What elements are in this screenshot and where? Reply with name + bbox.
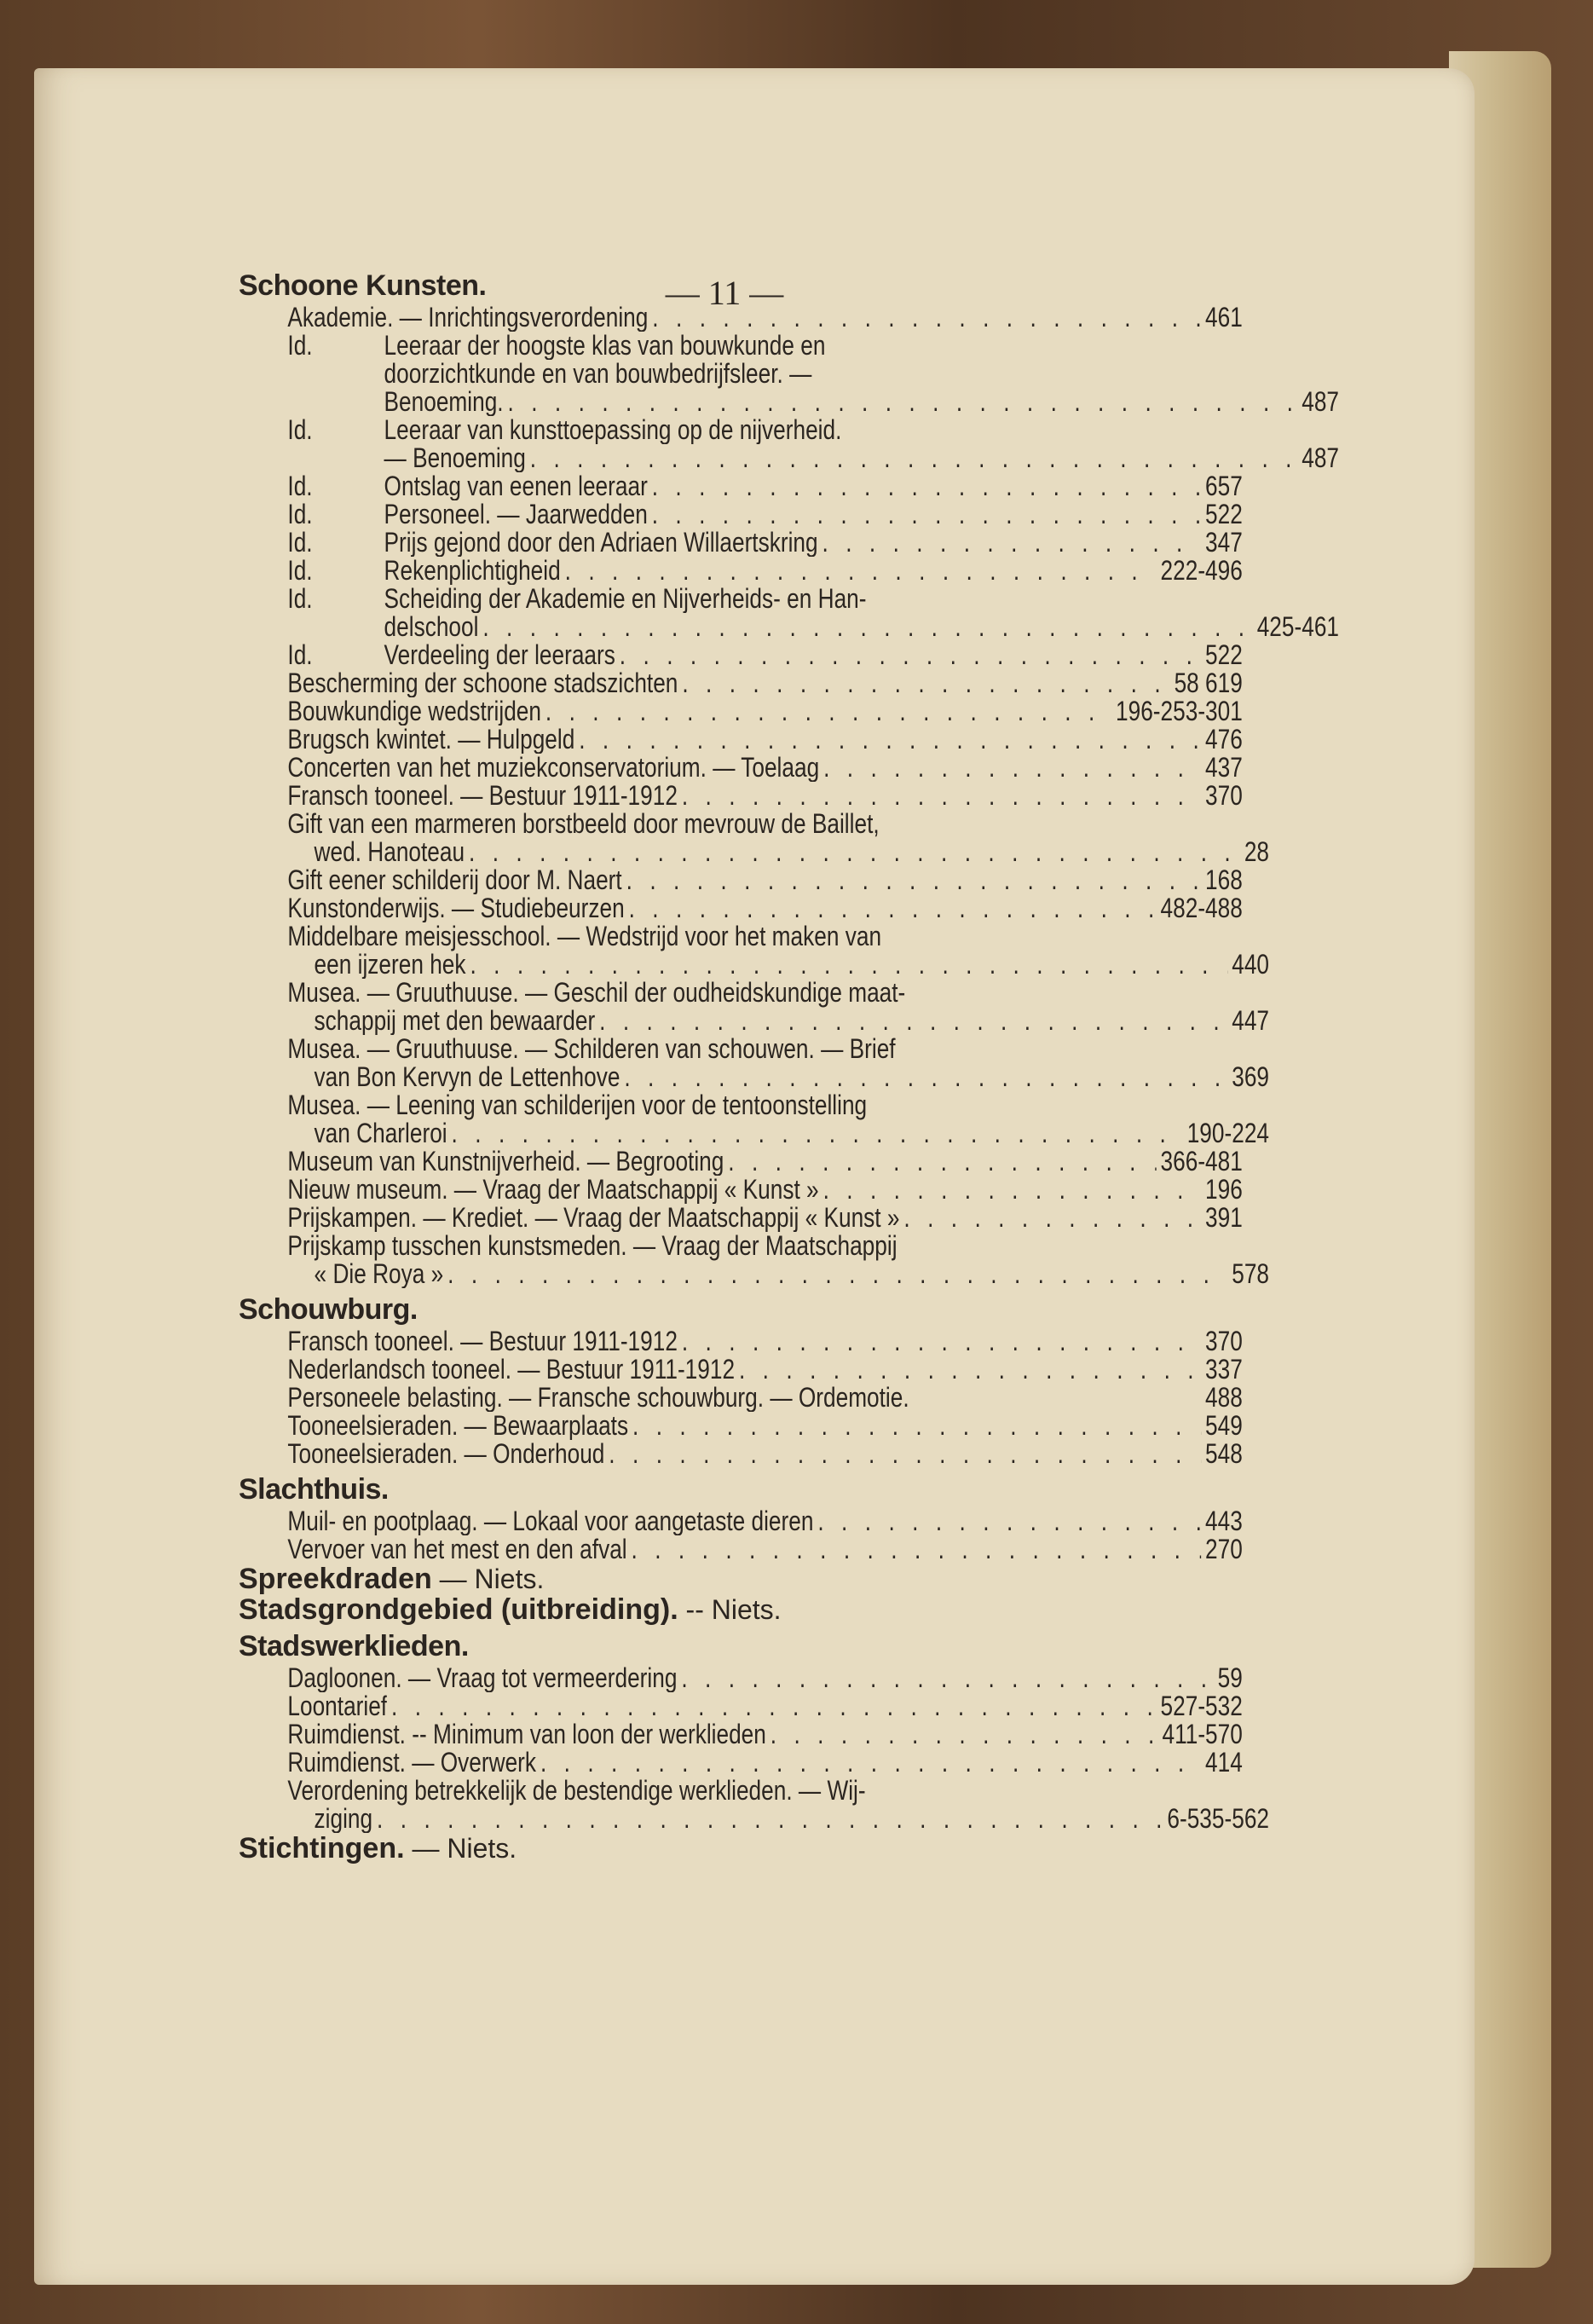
section-spreekdraden: Spreekdraden — Niets.	[239, 1563, 545, 1595]
section-heading-stadsgrondgebied: Stadsgrondgebied (uitbreiding).	[239, 1593, 678, 1626]
index-entry: Id. Prijs gejond door den Adriaen Willaertskring . . . 347	[239, 529, 1243, 557]
section-heading-stichtingen: Stichtingen.	[239, 1832, 405, 1864]
index-entry: Musea. — Gruuthuuse. — Schilderen van schouwen. — Brief	[287, 1033, 896, 1064]
index-entry: Nederlandsch tooneel. — Bestuur 1911-1912 . . . 337	[239, 1356, 1243, 1384]
page-ref: 522	[1205, 639, 1243, 670]
index-entry: Fransch tooneel. — Bestuur 1911-1912 . . . 370	[239, 782, 1243, 810]
index-entry: Concerten van het muziekconservatorium. — Toelaag . . . 437	[239, 754, 1243, 782]
section-heading-stadswerklieden: Stadswerklieden.	[239, 1630, 469, 1662]
index-entry: Bescherming der schoone stadszichten . . . 58 619	[239, 669, 1243, 697]
page-ref: 190-224	[1186, 1118, 1270, 1148]
page-ref: 522	[1205, 499, 1243, 529]
page-ref: 168	[1205, 864, 1243, 895]
index-entry: Musea. — Gruuthuuse. — Geschil der oudheidskundige maat-	[287, 977, 906, 1008]
page-ref: 270	[1205, 1534, 1243, 1564]
page-ref: 411-570	[1162, 1719, 1243, 1749]
page-ref: 28	[1244, 836, 1270, 867]
page-ref: 443	[1205, 1506, 1243, 1536]
index-entry: Ruimdienst. — Overwerk . . . 414	[239, 1749, 1243, 1777]
page-ref: 425-461	[1256, 611, 1340, 642]
index-content: Schoone Kunsten. Akademie. — Inrichtingsverordening . . . 461 Id. Leeraar der hoogste klas van bouwkunde en doorzichtkunde en van bouwbedrijfsleer. — Benoeming. . . . 487 Id. Leeraar van kunsttoepassing op de nijverheid. — Benoeming . . . 487 Id. Ontslag van eenen leeraar . . . 657 Id. Personeel. — Jaarwedden . . . 522 Id. Prijs gejond door den Adriaen Willaertskring . . . 347 Id. Rekenplichtigheid . . . 222-496 Id. Scheiding der Akademie en Nijverheids- en Han- delschool . . . 425-461 Id. Verdeeling der leeraars . . . 522 Bescherming der schoone stadszichten . . . 58 619 Bouwkundige wedstrijden . . . 196-253-301 Brugsch kwintet. — Hulpgeld . . . 476 Concerten van het muziekconservatorium. — Toelaag . . . 437 Fransch tooneel. — Bestuur 1911-1912 . . . 370 Gift van een marmeren borstbeeld door mevrouw de Baillet, wed. Hanoteau . . . 28 Gift eener schilderij door M. Naert . . . 168 Kunstonderwijs. — Studiebeurzen . . . 482-488 Middelbare meisjesschool. — Wedstrijd voor het maken van een ijzeren hek . . . 440 Musea. — Gruuthuuse. — Geschil der oudheidskundige maat- schappij met den bewaarder . . . 447 Musea. — Gruuthuuse. — Schilderen van schouwen. — Brief van Bon Kervyn de Lettenhove . . . 369 Musea. — Leening van schilderijen voor de tentoonstelling van Charleroi . . . 190-224 Museum van Kunstnijverheid. — Begrooting . . . 366-481 Nieuw museum. — Vraag der Maatschappij « Kunst » . . . 196 Prijskampen. — Krediet. — Vraag der Maatschappij « Kunst » . . . 391 Prijskamp tusschen kunstsmeden. — Vraag der Maatschappij « Die Roya » . . . 578 Schouwburg. Fransch tooneel. — Bestuur 1911-1912 . . . 370 Nederlandsch tooneel. — Bestuur 1911-1912 . . . 337 Personeele belasting. — Fransche schouwburg. — Ordemotie. 488 Tooneelsieraden. — Bewaarplaats . . . 549 Tooneelsieraden. — Onderhoud . . . 548 Slachthuis. Muil- en pootplaag. — Lokaal voor aangetaste dieren . . . 443 Vervoer van het mest en den afval . . . 270 Spreekdraden — Niets. Stadsgrondgebied (uitbreiding). -- Niets. Stadswerklieden. Dagloonen. — Vraag tot vermeerdering . . . 59 Loontarief . . . 527-532 Ruimdienst. -- Minimum van loon der werklieden . . . 411-570 Ruimdienst. — Overwerk . . . 414 Verordening betrekkelijk de bestendige werklieden. — Wij- ziging . . . 6-535-562 Stichtingen. — Niets.	[239, 264, 1193, 1864]
index-entry: Id. Verdeeling der leeraars . . . 522	[239, 641, 1243, 669]
index-entry: Personeele belasting. — Fransche schouwburg. — Ordemotie. 488	[287, 1382, 1243, 1413]
index-entry: Brugsch kwintet. — Hulpgeld . . . 476	[239, 726, 1243, 754]
page-ref: 487	[1302, 442, 1340, 473]
index-entry: Id. Rekenplichtigheid . . . 222-496	[239, 557, 1243, 585]
section-heading-schouwburg: Schouwburg.	[239, 1293, 418, 1326]
page-ref: 437	[1205, 752, 1243, 783]
page-ref: 527-532	[1160, 1691, 1243, 1721]
page-ref: 337	[1205, 1354, 1243, 1385]
page-ref: 461	[1205, 302, 1243, 332]
index-entry: Museum van Kunstnijverheid. — Begrooting . . . 366-481	[239, 1148, 1243, 1176]
index-entry-cont: van Bon Kervyn de Lettenhove . . . 369	[239, 1063, 1269, 1091]
page-ref: 447	[1232, 1005, 1270, 1036]
index-entry: Id. Ontslag van eenen leeraar . . . 657	[239, 472, 1243, 500]
page-ref: 549	[1205, 1410, 1243, 1441]
page-ref: 369	[1232, 1061, 1270, 1092]
page-ref: 548	[1205, 1438, 1243, 1469]
index-entry: Ruimdienst. -- Minimum van loon der werklieden . . . 411-570	[239, 1720, 1243, 1749]
index-entry: Musea. — Leening van schilderijen voor de tentoonstelling	[287, 1090, 868, 1120]
page-ref: 578	[1232, 1258, 1270, 1289]
index-entry: Id. Leeraar van kunsttoepassing op de nijverheid.	[287, 414, 842, 445]
index-entry-cont: Benoeming. . . . 487	[239, 388, 1339, 416]
page-ref: 657	[1205, 471, 1243, 501]
page-ref: 476	[1205, 724, 1243, 754]
index-entry: Id. Scheiding der Akademie en Nijverheids- en Han-	[287, 583, 867, 614]
section-stichtingen: Stichtingen. — Niets.	[239, 1832, 517, 1864]
section-heading-slachthuis: Slachthuis.	[239, 1473, 389, 1506]
page-ref: 366-481	[1160, 1146, 1243, 1176]
page-ref: 6-535-562	[1167, 1803, 1270, 1834]
index-entry: Gift eener schilderij door M. Naert . . . 168	[239, 866, 1243, 894]
page-ref: 370	[1205, 780, 1243, 811]
page-ref: 487	[1302, 386, 1340, 417]
index-entry: Dagloonen. — Vraag tot vermeerdering . . . 59	[239, 1664, 1243, 1692]
section-stadsgrondgebied: Stadsgrondgebied (uitbreiding). -- Niets.	[239, 1593, 782, 1626]
page-ref: 370	[1205, 1326, 1243, 1356]
index-entry: Kunstonderwijs. — Studiebeurzen . . . 482-488	[239, 894, 1243, 922]
index-entry-cont: — Benoeming . . . 487	[239, 444, 1339, 472]
index-entry: Gift van een marmeren borstbeeld door mevrouw de Baillet,	[287, 808, 880, 839]
page-ref: 196-253-301	[1116, 696, 1243, 726]
page-ref: 488	[1205, 1382, 1243, 1413]
page-ref: 482-488	[1160, 893, 1243, 923]
index-entry: Bouwkundige wedstrijden . . . 196-253-301	[239, 697, 1243, 726]
index-entry-cont: « Die Roya » . . . 578	[239, 1260, 1269, 1288]
index-entry: Prijskampen. — Krediet. — Vraag der Maatschappij « Kunst » . . . 391	[239, 1204, 1243, 1232]
section-heading-schoone-kunsten: Schoone Kunsten.	[239, 269, 487, 302]
index-entry-cont: ziging . . . 6-535-562	[239, 1805, 1269, 1833]
index-entry-cont: wed. Hanoteau . . . 28	[239, 838, 1269, 866]
index-entry: Verordening betrekkelijk de bestendige werklieden. — Wij-	[287, 1775, 866, 1806]
index-entry: Akademie. — Inrichtingsverordening . . . 461	[239, 304, 1243, 332]
index-entry: Id. Leeraar der hoogste klas van bouwkunde en	[287, 330, 826, 361]
index-entry: Prijskamp tusschen kunstsmeden. — Vraag der Maatschappij	[287, 1230, 898, 1261]
index-entry: Loontarief . . . 527-532	[239, 1692, 1243, 1720]
index-entry: Fransch tooneel. — Bestuur 1911-1912 . . . 370	[239, 1327, 1243, 1356]
page-ref: 196	[1205, 1174, 1243, 1205]
page-ref: 59	[1217, 1662, 1243, 1693]
page-ref: 440	[1232, 949, 1270, 980]
index-entry: Nieuw museum. — Vraag der Maatschappij « Kunst » . . . 196	[239, 1176, 1243, 1204]
page-ref: 58 619	[1174, 668, 1243, 698]
index-entry: Tooneelsieraden. — Bewaarplaats . . . 549	[239, 1412, 1243, 1440]
index-entry: Tooneelsieraden. — Onderhoud . . . 548	[239, 1440, 1243, 1468]
index-entry: Middelbare meisjesschool. — Wedstrijd voor het maken van	[287, 921, 882, 951]
index-entry-cont: delschool . . . 425-461	[239, 613, 1339, 641]
index-entry: Muil- en pootplaag. — Lokaal voor aangetaste dieren . . . 443	[239, 1507, 1243, 1535]
index-entry-cont: schappij met den bewaarder . . . 447	[239, 1007, 1269, 1035]
section-heading-spreekdraden: Spreekdraden	[239, 1563, 432, 1595]
index-entry-cont: van Charleroi . . . 190-224	[239, 1119, 1269, 1148]
page-number: — 11 —	[665, 274, 784, 312]
index-entry: Id. Personeel. — Jaarwedden . . . 522	[239, 500, 1243, 529]
page-ref: 347	[1205, 527, 1243, 558]
index-entry: Vervoer van het mest en den afval . . . 270	[239, 1535, 1243, 1564]
page-ref: 414	[1205, 1747, 1243, 1778]
page-ref: 391	[1205, 1202, 1243, 1233]
index-entry-cont: een ijzeren hek . . . 440	[239, 951, 1269, 979]
page-ref: 222-496	[1160, 555, 1243, 586]
